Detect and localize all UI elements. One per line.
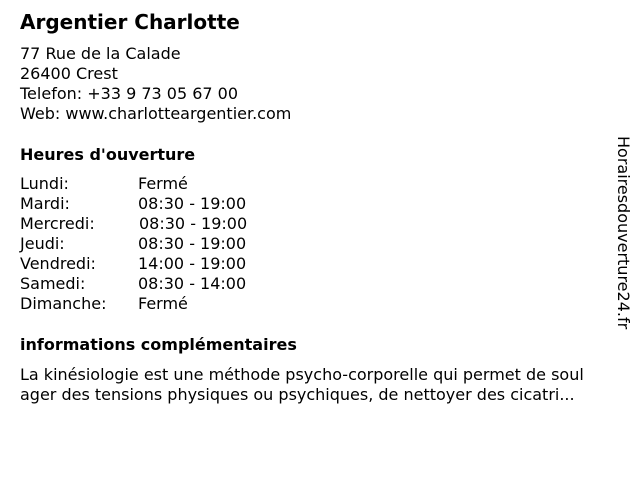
day-label: Dimanche: [20, 294, 107, 313]
address-block [20, 44, 291, 124]
hours-value: Fermé [138, 294, 188, 313]
hours-value: Fermé [138, 174, 188, 193]
watermark-site-name: Horairesdouverture24.fr [614, 136, 633, 330]
day-label: Jeudi: [20, 234, 65, 253]
day-label: Vendredi: [20, 254, 96, 273]
business-name: Argentier Charlotte [20, 10, 240, 34]
hours-value: 08:30 - 19:00 [139, 214, 248, 233]
day-label: Samedi: [20, 274, 86, 293]
opening-hours-heading: Heures d'ouverture [20, 145, 196, 164]
description-line: La kinésiologie est une méthode psycho-corporelle qui permet de soul [20, 365, 584, 384]
description-line: ager des tensions physiques ou psychiques, de nettoyer des cicatri... [20, 385, 575, 404]
day-label: Mardi: [20, 194, 70, 213]
phone-number: Telefon: +33 9 73 05 67 00 [20, 84, 239, 103]
additional-info-heading: informations complémentaires [20, 335, 297, 354]
day-label: Mercredi: [20, 214, 95, 233]
hours-value: 08:30 - 19:00 [138, 234, 247, 253]
hours-value: 08:30 - 14:00 [138, 274, 247, 293]
website: Web: www.charlotteargentier.com [20, 104, 292, 123]
city-postcode: 26400 Crest [20, 64, 118, 83]
day-label: Lundi: [20, 174, 69, 193]
description-text [20, 365, 632, 405]
street-address: 77 Rue de la Calade [20, 44, 181, 63]
hours-value: 08:30 - 19:00 [138, 194, 247, 213]
hours-value: 14:00 - 19:00 [138, 254, 247, 273]
